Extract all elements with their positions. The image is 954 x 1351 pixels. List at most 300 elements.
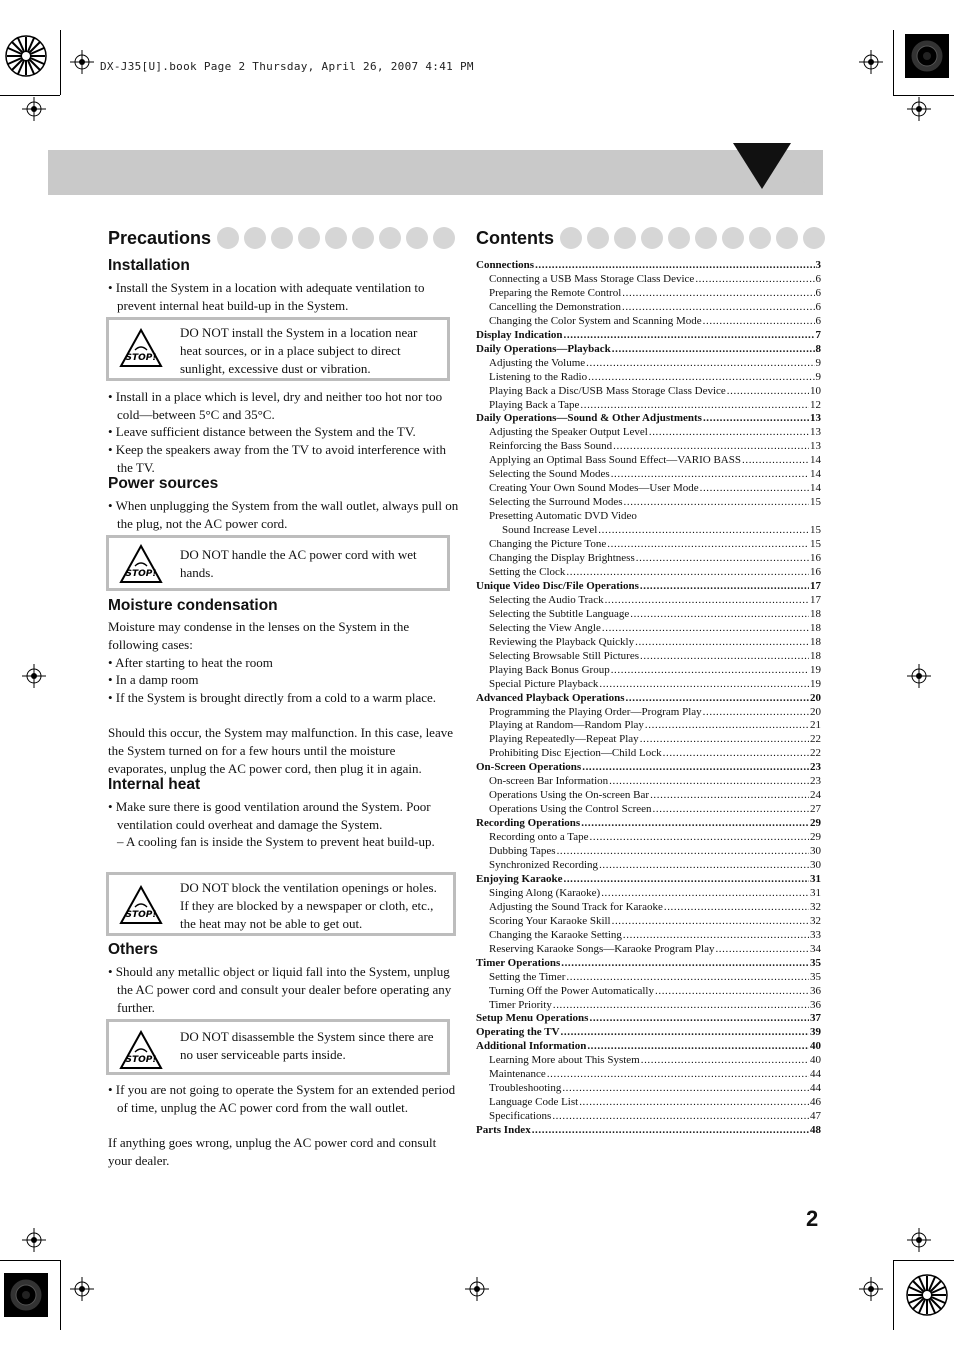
toc-entry-title: Selecting the Subtitle Language xyxy=(489,607,630,620)
moisture-heading: Moisture condensation xyxy=(108,597,278,614)
toc-entry-title: Daily Operations—Playback xyxy=(476,342,611,355)
table-of-contents xyxy=(476,259,821,1138)
header-band xyxy=(48,150,823,195)
toc-page-number: 20 xyxy=(810,705,821,718)
toc-dot-leader xyxy=(580,399,809,413)
toc-sub-entry xyxy=(476,622,821,636)
toc-sub-entry xyxy=(476,887,821,901)
toc-sub-entry xyxy=(476,929,821,943)
warning-text: DO NOT install the System in a location near heat sources, or in a place subject to direct sunlight, excessive dust or vibration. xyxy=(180,325,418,376)
toc-entry-title: Reinforcing the Bass Sound xyxy=(489,440,613,453)
toc-page-number: 32 xyxy=(810,914,821,927)
toc-dot-leader xyxy=(622,301,815,315)
toc-page-number: 22 xyxy=(810,733,821,746)
crosshair-mark xyxy=(22,664,46,688)
toc-page-number: 29 xyxy=(810,831,821,844)
toc-page-number: 31 xyxy=(810,886,821,899)
toc-page-number: 15 xyxy=(810,524,821,537)
toc-sub-entry xyxy=(476,636,821,650)
toc-page-number: 35 xyxy=(810,970,821,983)
precautions-column xyxy=(108,227,456,249)
toc-entry-title: Reserving Karaoke Songs—Karaoke Program Play xyxy=(489,942,715,955)
toc-entry-title: Turning Off the Power Automatically xyxy=(489,984,654,997)
contents-title: Contents xyxy=(476,227,554,248)
toc-page-number: 48 xyxy=(810,1124,821,1137)
toc-entry-title: Daily Operations—Sound & Other Adjustments xyxy=(476,412,702,425)
toc-sub-entry xyxy=(476,985,821,999)
crosshair-mark xyxy=(70,50,94,74)
toc-section-entry xyxy=(476,343,821,357)
toc-dot-leader xyxy=(599,859,809,873)
file-header-line: DX-J35[U].book Page 2 Thursday, April 26, 2007 4:41 PM xyxy=(100,60,474,73)
toc-section-entry xyxy=(476,580,821,594)
toc-entry-title: Programming the Playing Order—Program Play xyxy=(489,705,702,718)
toc-dot-leader xyxy=(602,622,809,636)
toc-entry-title: Enjoying Karaoke xyxy=(476,872,563,885)
toc-dot-leader xyxy=(640,580,809,594)
crosshair-mark xyxy=(22,1228,46,1252)
toc-dot-leader xyxy=(598,524,809,538)
toc-sub-entry xyxy=(476,440,821,454)
toc-dot-leader xyxy=(563,873,809,887)
toc-page-number: 34 xyxy=(810,942,821,955)
toc-entry-title: Playing Repeatedly—Repeat Play xyxy=(489,733,639,746)
toc-page-number: 44 xyxy=(810,1068,821,1081)
toc-sub-entry xyxy=(476,706,821,720)
warning-text: DO NOT block the ventilation openings or holes. If they are blocked by a newspaper or cloth, etc., the heat may not be able to get out. xyxy=(180,880,437,931)
toc-page-number: 16 xyxy=(810,565,821,578)
toc-sub-entry xyxy=(476,1082,821,1096)
installation-bullet-2: • Install in a place which is level, dry and neither too hot nor too cold—between 5°C and 35°C. xyxy=(108,389,443,422)
toc-page-number: 7 xyxy=(815,328,821,341)
toc-entry-title: Dubbing Tapes xyxy=(489,845,556,858)
toc-entry-title: Display Indication xyxy=(476,328,563,341)
toc-page-number: 46 xyxy=(810,1096,821,1109)
toc-dot-leader xyxy=(655,985,809,999)
toc-dot-leader xyxy=(579,1096,809,1110)
toc-entry-title: Sound Increase Level xyxy=(502,524,598,537)
toc-dot-leader xyxy=(630,608,809,622)
others-outro: If anything goes wrong, unplug the AC power cord and consult your dealer. xyxy=(108,1135,437,1168)
toc-entry-title: Operations Using the Control Screen xyxy=(489,803,652,816)
toc-dot-leader xyxy=(547,1068,809,1082)
toc-sub-entry xyxy=(476,1068,821,1082)
toc-entry-title: Playing Back a Disc/USB Mass Storage Class Device xyxy=(489,384,726,397)
toc-dot-leader xyxy=(587,1040,809,1054)
toc-sub-entry xyxy=(476,719,821,733)
toc-sub-entry xyxy=(476,566,821,580)
moisture-bullet-1: • After starting to heat the room xyxy=(108,655,273,670)
toc-sub-entry xyxy=(476,1110,821,1124)
toc-sub-entry xyxy=(476,859,821,873)
toc-page-number: 30 xyxy=(810,858,821,871)
toc-entry-title: Preparing the Remote Control xyxy=(489,286,622,299)
toc-page-number: 13 xyxy=(810,440,821,453)
toc-sub-entry xyxy=(476,468,821,482)
toc-sub-entry xyxy=(476,287,821,301)
crop-line xyxy=(60,1260,61,1330)
svg-text:STOP!: STOP! xyxy=(125,910,157,920)
stop-hand-icon xyxy=(119,885,163,925)
toc-dot-leader xyxy=(561,957,809,971)
toc-entry-title: Selecting the Sound Modes xyxy=(489,468,610,481)
toc-entry-title: Adjusting the Volume xyxy=(489,356,586,369)
toc-page-number: 40 xyxy=(810,1040,821,1053)
crop-line xyxy=(893,1260,894,1330)
registration-mark-bottom-left xyxy=(4,1273,48,1317)
toc-page-number: 27 xyxy=(810,803,821,816)
crop-line xyxy=(0,95,60,96)
crosshair-mark xyxy=(70,1277,94,1301)
crosshair-mark xyxy=(22,97,46,121)
toc-page-number: 12 xyxy=(810,398,821,411)
precautions-title: Precautions xyxy=(108,227,212,248)
toc-page-number: 40 xyxy=(810,1054,821,1067)
internal-heat-heading: Internal heat xyxy=(108,776,201,793)
toc-entry-title: Troubleshooting xyxy=(489,1082,562,1095)
toc-entry-title: Synchronized Recording xyxy=(489,858,599,871)
toc-dot-leader xyxy=(588,371,814,385)
toc-entry-title: Special Picture Playback xyxy=(489,677,599,690)
toc-entry-title: Recording onto a Tape xyxy=(489,831,589,844)
toc-dot-leader xyxy=(612,915,809,929)
toc-page-number: 33 xyxy=(810,928,821,941)
moisture-bullet-2: • In a damp room xyxy=(108,672,199,687)
toc-page-number: 8 xyxy=(815,342,821,355)
toc-page-number: 6 xyxy=(815,314,821,327)
toc-page-number: 18 xyxy=(810,649,821,662)
toc-section-entry xyxy=(476,1124,821,1138)
toc-entry-title: Additional Information xyxy=(476,1040,587,1053)
toc-dot-leader xyxy=(532,1124,809,1138)
toc-page-number: 14 xyxy=(810,468,821,481)
toc-page-number: 35 xyxy=(810,956,821,969)
toc-page-number: 30 xyxy=(810,845,821,858)
black-triangle-marker xyxy=(733,143,791,189)
toc-sub-entry xyxy=(476,524,821,538)
toc-section-entry xyxy=(476,1012,821,1026)
toc-dot-leader xyxy=(640,650,809,664)
svg-text:STOP!: STOP! xyxy=(125,1055,157,1065)
toc-sub-entry xyxy=(476,594,821,608)
toc-dot-leader xyxy=(566,971,809,985)
toc-dot-leader xyxy=(624,496,809,510)
installation-heading: Installation xyxy=(108,257,190,274)
toc-page-number: 44 xyxy=(810,1082,821,1095)
toc-entry-title: Changing the Color System and Scanning Mode xyxy=(489,314,702,327)
toc-entry-title: Selecting the Surround Modes xyxy=(489,496,623,509)
toc-entry-title: Selecting the Audio Track xyxy=(489,593,604,606)
registration-mark-bottom-right xyxy=(905,1273,949,1317)
toc-entry-title: Selecting Browsable Still Pictures xyxy=(489,649,640,662)
toc-dot-leader xyxy=(622,287,814,301)
toc-dot-leader xyxy=(553,999,809,1013)
toc-page-number: 31 xyxy=(810,872,821,885)
toc-entry-title: Adjusting the Speaker Output Level xyxy=(489,426,648,439)
toc-sub-entry xyxy=(476,999,821,1013)
stop-hand-icon xyxy=(119,1030,163,1070)
toc-page-number: 9 xyxy=(815,356,821,369)
toc-section-entry xyxy=(476,412,821,426)
title-dot-decoration xyxy=(560,227,825,249)
toc-page-number: 29 xyxy=(810,817,821,830)
toc-entry-title: Timer Priority xyxy=(489,998,552,1011)
toc-page-number: 14 xyxy=(810,482,821,495)
toc-dot-leader xyxy=(664,901,809,915)
page-number: 2 xyxy=(806,1206,819,1231)
toc-section-entry xyxy=(476,692,821,706)
toc-sub-entry xyxy=(476,399,821,413)
toc-dot-leader xyxy=(611,664,809,678)
toc-entry-title: Unique Video Disc/File Operations xyxy=(476,579,639,592)
toc-entry-title: On-Screen Operations xyxy=(476,761,582,774)
toc-dot-leader xyxy=(611,468,809,482)
toc-entry-title: Operating the TV xyxy=(476,1026,560,1039)
toc-dot-leader xyxy=(695,273,814,287)
toc-sub-entry xyxy=(476,845,821,859)
moisture-outro: Should this occur, the System may malfunction. In this case, leave the System turned on for a few hours until the moisture evaporates, unplug the AC power cord, then plug it in again. xyxy=(108,725,453,776)
toc-section-entry xyxy=(476,957,821,971)
toc-sub-entry xyxy=(476,650,821,664)
crosshair-mark xyxy=(465,1277,489,1301)
toc-dot-leader xyxy=(589,1012,809,1026)
toc-section-entry xyxy=(476,873,821,887)
toc-dot-leader xyxy=(727,385,809,399)
toc-dot-leader xyxy=(552,1110,809,1124)
warning-box-others xyxy=(106,1019,450,1075)
toc-sub-entry xyxy=(476,747,821,761)
toc-page-number: 17 xyxy=(810,593,821,606)
toc-sub-entry xyxy=(476,971,821,985)
toc-page-number: 22 xyxy=(810,747,821,760)
toc-entry-title: Playing at Random—Random Play xyxy=(489,719,644,732)
heat-dash-1: – A cooling fan is inside the System to prevent heat build-up. xyxy=(117,834,435,849)
toc-page-number: 23 xyxy=(810,761,821,774)
warning-box-installation xyxy=(106,317,450,381)
toc-entry-title: Specifications xyxy=(489,1110,552,1123)
power-sources-heading: Power sources xyxy=(108,475,219,492)
toc-page-number: 15 xyxy=(810,496,821,509)
toc-entry-title: Scoring Your Karaoke Skill xyxy=(489,914,611,927)
installation-bullet-1: • Install the System in a location with adequate ventilation to prevent internal heat build-up in the System. xyxy=(108,280,425,313)
stop-hand-icon xyxy=(119,544,163,584)
toc-page-number: 19 xyxy=(810,663,821,676)
toc-dot-leader xyxy=(590,831,809,845)
toc-entry-title: Operations Using the On-screen Bar xyxy=(489,789,650,802)
registration-mark-top-left xyxy=(4,34,48,78)
toc-sub-entry xyxy=(476,733,821,747)
toc-entry-title: Creating Your Own Sound Modes—User Mode xyxy=(489,482,699,495)
svg-text:STOP!: STOP! xyxy=(125,569,157,579)
toc-page-number: 3 xyxy=(815,259,821,271)
toc-dot-leader xyxy=(599,678,809,692)
toc-entry-title: Changing the Karaoke Setting xyxy=(489,928,622,941)
others-bullet-2: • If you are not going to operate the System for an extended period of time, unplug the AC power cord from the wall outlet. xyxy=(108,1082,456,1115)
toc-entry-title: Playing Back Bonus Group xyxy=(489,663,610,676)
toc-dot-leader xyxy=(557,845,809,859)
toc-entry-title: Applying an Optimal Bass Sound Effect—VARIO BASS xyxy=(489,454,741,467)
toc-section-entry xyxy=(476,817,821,831)
toc-dot-leader xyxy=(582,761,809,775)
toc-entry-title: Singing Along (Karaoke) xyxy=(489,886,601,899)
others-bullet-1: • Should any metallic object or liquid fall into the System, unplug the AC power cord and consult your dealer before operating any further. xyxy=(108,964,452,1015)
crop-line xyxy=(893,95,954,96)
toc-dot-leader xyxy=(561,1026,809,1040)
toc-page-number: 16 xyxy=(810,552,821,565)
toc-page-number: 6 xyxy=(815,286,821,299)
toc-sub-entry xyxy=(476,775,821,789)
toc-sub-entry xyxy=(476,482,821,496)
toc-dot-leader xyxy=(640,733,809,747)
toc-entry-title: On-screen Bar Information xyxy=(489,775,609,788)
toc-sub-entry xyxy=(476,552,821,566)
toc-dot-leader xyxy=(653,803,809,817)
crosshair-mark xyxy=(907,664,931,688)
toc-page-number: 32 xyxy=(810,900,821,913)
toc-dot-leader xyxy=(566,566,809,580)
toc-entry-title: Connections xyxy=(476,259,535,271)
toc-page-number: 13 xyxy=(810,426,821,439)
power-bullet-1: • When unplugging the System from the wall outlet, always pull on the plug, not the AC power cord. xyxy=(108,498,459,531)
toc-page-number: 37 xyxy=(810,1012,821,1025)
toc-entry-title: Listening to the Radio xyxy=(489,370,588,383)
crop-line xyxy=(893,1260,954,1261)
toc-dot-leader xyxy=(613,440,809,454)
toc-entry-title: Connecting a USB Mass Storage Class Device xyxy=(489,272,695,285)
toc-dot-leader xyxy=(626,692,809,706)
warning-text: DO NOT disassemble the System since there are no user serviceable parts inside. xyxy=(180,1029,434,1062)
toc-page-number: 20 xyxy=(810,691,821,704)
toc-entry-title: Adjusting the Sound Track for Karaoke xyxy=(489,900,663,913)
toc-page-number: 23 xyxy=(810,775,821,788)
warning-text: DO NOT handle the AC power cord with wet hands. xyxy=(180,547,417,580)
stop-hand-icon xyxy=(119,328,163,368)
toc-entry-title: Changing the Picture Tone xyxy=(489,538,607,551)
toc-page-number: 24 xyxy=(810,789,821,802)
toc-dot-leader xyxy=(703,412,809,426)
toc-entry-title: Language Code List xyxy=(489,1096,579,1109)
toc-sub-entry xyxy=(476,454,821,468)
toc-sub-entry xyxy=(476,664,821,678)
toc-dot-leader xyxy=(663,747,809,761)
moisture-intro: Moisture may condense in the lenses on the System in the following cases: xyxy=(108,619,410,652)
heat-bullet-1: • Make sure there is good ventilation around the System. Poor ventilation could overheat and damage the System. xyxy=(108,799,431,832)
toc-entry-title: Recording Operations xyxy=(476,817,581,830)
warning-box-power xyxy=(106,535,450,591)
toc-page-number: 6 xyxy=(815,272,821,285)
toc-page-number: 39 xyxy=(810,1026,821,1039)
toc-page-number: 47 xyxy=(810,1110,821,1123)
crosshair-mark xyxy=(907,97,931,121)
toc-page-number: 13 xyxy=(810,412,821,425)
toc-dot-leader xyxy=(703,706,809,720)
toc-page-number: 10 xyxy=(810,384,821,397)
toc-dot-leader xyxy=(636,552,809,566)
toc-section-entry xyxy=(476,761,821,775)
installation-bullet-3: • Leave sufficient distance between the System and the TV. xyxy=(108,424,416,439)
warning-box-heat xyxy=(106,872,456,936)
toc-sub-entry xyxy=(476,426,821,440)
toc-dot-leader xyxy=(586,357,814,371)
toc-sub-entry xyxy=(476,803,821,817)
toc-entry-title: Cancelling the Demonstration xyxy=(489,300,621,313)
others-heading: Others xyxy=(108,941,158,958)
toc-sub-entry xyxy=(476,273,821,287)
toc-sub-entry xyxy=(476,315,821,329)
toc-dot-leader xyxy=(635,636,809,650)
toc-entry-title: Setting the Timer xyxy=(489,970,566,983)
toc-section-entry xyxy=(476,329,821,343)
crosshair-mark xyxy=(859,1277,883,1301)
toc-page-number: 14 xyxy=(810,454,821,467)
toc-sub-entry xyxy=(476,371,821,385)
toc-entry-title: Parts Index xyxy=(476,1124,531,1137)
toc-page-number: 36 xyxy=(810,984,821,997)
toc-dot-leader xyxy=(581,817,809,831)
toc-sub-entry xyxy=(476,1096,821,1110)
toc-sub-entry xyxy=(476,510,821,524)
registration-mark-top-right xyxy=(905,34,949,78)
toc-dot-leader xyxy=(700,482,809,496)
svg-text:STOP!: STOP! xyxy=(125,353,157,363)
crop-line xyxy=(60,30,61,95)
crop-line xyxy=(0,1260,60,1261)
toc-page-number: 18 xyxy=(810,621,821,634)
toc-dot-leader xyxy=(645,719,809,733)
installation-bullet-4: • Keep the speakers away from the TV to avoid interference with the TV. xyxy=(108,442,446,475)
toc-entry-title: Selecting the View Angle xyxy=(489,621,601,634)
toc-entry-title: Playing Back a Tape xyxy=(489,398,580,411)
toc-sub-entry xyxy=(476,608,821,622)
toc-entry-title: Presetting Automatic DVD Video xyxy=(489,510,637,523)
toc-entry-title: Setting the Clock xyxy=(489,565,566,578)
toc-section-entry xyxy=(476,259,821,273)
toc-page-number: 17 xyxy=(810,579,821,592)
toc-sub-entry xyxy=(476,385,821,399)
toc-dot-leader xyxy=(562,1082,809,1096)
toc-dot-leader xyxy=(605,594,809,608)
toc-sub-entry xyxy=(476,943,821,957)
toc-dot-leader xyxy=(535,259,814,273)
toc-sub-entry xyxy=(476,538,821,552)
toc-sub-entry xyxy=(476,789,821,803)
toc-entry-title: Setup Menu Operations xyxy=(476,1012,589,1025)
toc-sub-entry xyxy=(476,678,821,692)
toc-dot-leader xyxy=(703,315,815,329)
toc-page-number: 18 xyxy=(810,607,821,620)
toc-sub-entry xyxy=(476,831,821,845)
crosshair-mark xyxy=(859,50,883,74)
toc-section-entry xyxy=(476,1026,821,1040)
toc-entry-title: Learning More about This System xyxy=(489,1054,640,1067)
toc-page-number: 6 xyxy=(815,300,821,313)
toc-sub-entry xyxy=(476,1054,821,1068)
toc-section-entry xyxy=(476,1040,821,1054)
toc-dot-leader xyxy=(564,329,815,343)
toc-entry-title: Reviewing the Playback Quickly xyxy=(489,635,635,648)
toc-entry-title: Changing the Display Brightness xyxy=(489,552,635,565)
toc-dot-leader xyxy=(742,454,809,468)
toc-entry-title: Advanced Playback Operations xyxy=(476,691,625,704)
toc-page-number: 21 xyxy=(810,719,821,732)
toc-page-number: 15 xyxy=(810,538,821,551)
toc-entry-title: Maintenance xyxy=(489,1068,546,1081)
toc-page-number: 19 xyxy=(810,677,821,690)
toc-page-number: 9 xyxy=(815,370,821,383)
toc-dot-leader xyxy=(623,929,809,943)
toc-dot-leader xyxy=(715,943,809,957)
toc-sub-entry xyxy=(476,357,821,371)
